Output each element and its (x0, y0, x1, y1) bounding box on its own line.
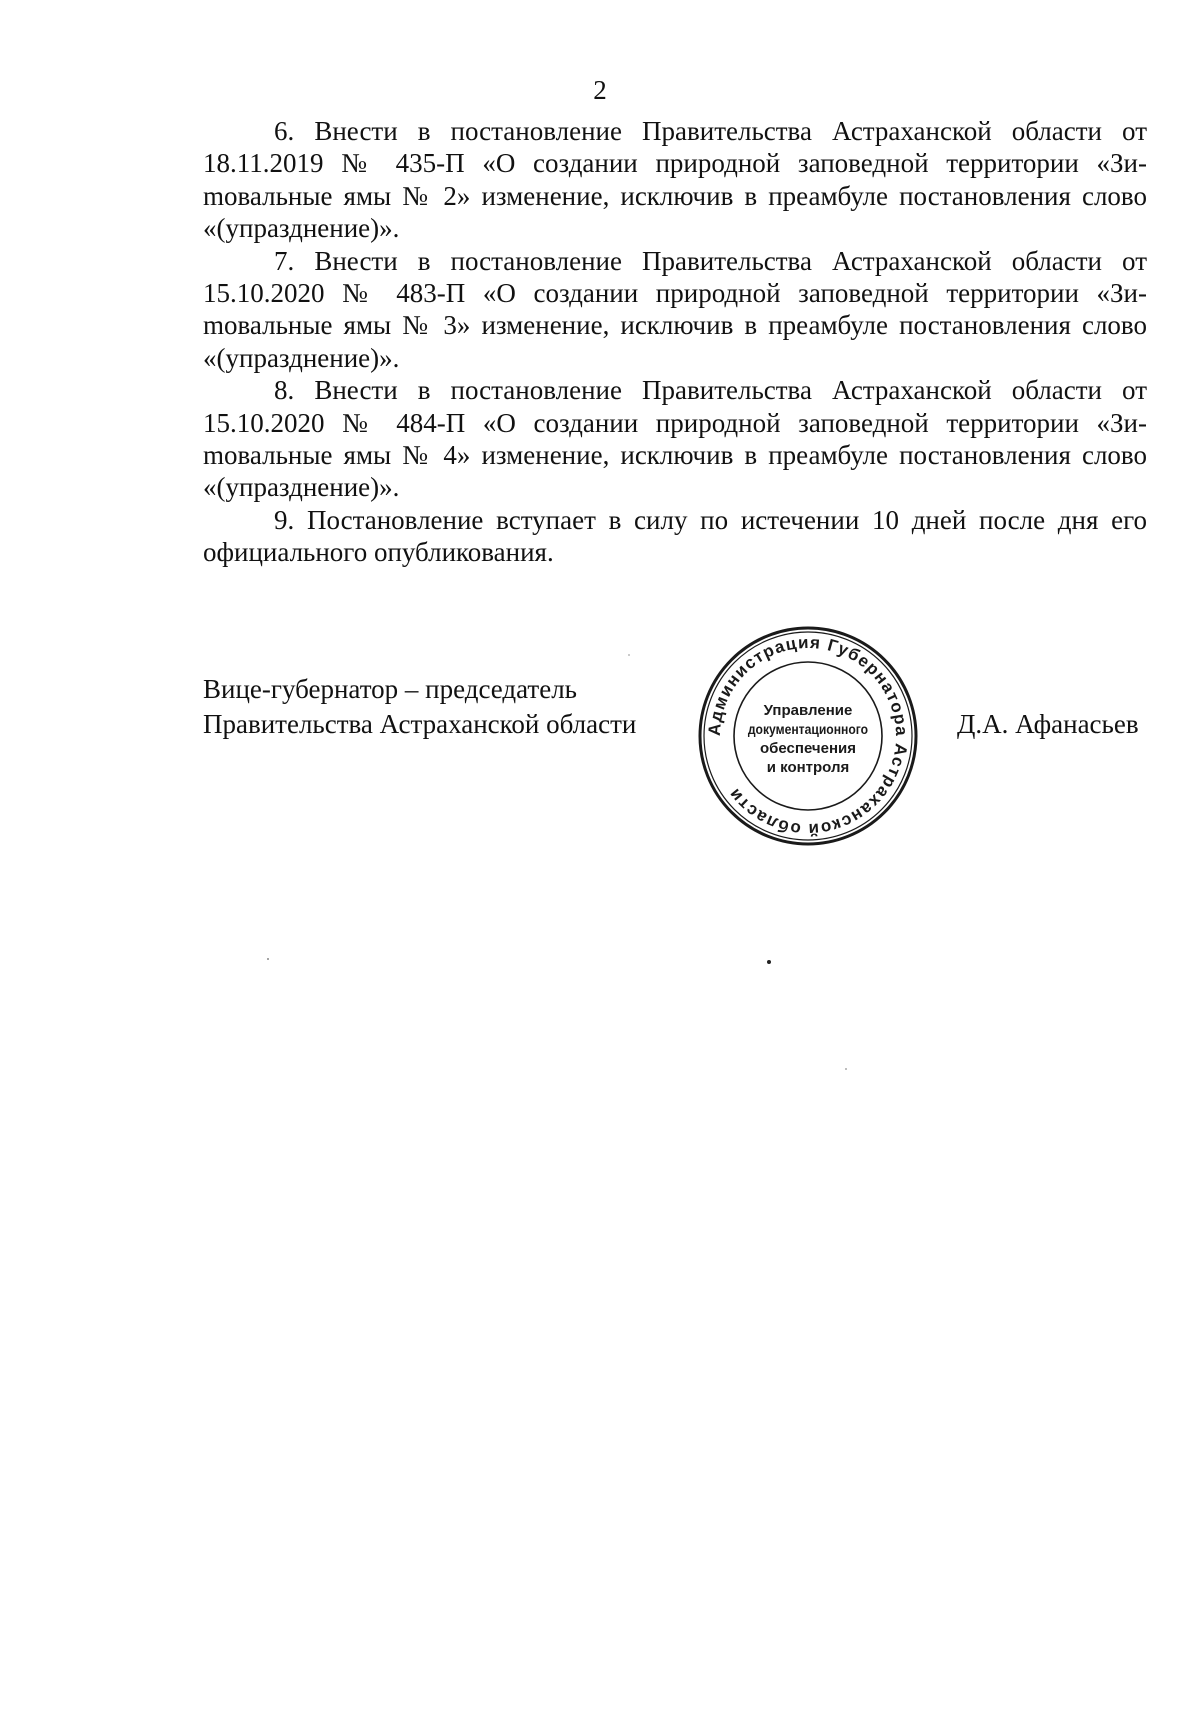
signatory-title (203, 672, 636, 742)
document-body (203, 115, 1147, 569)
stamp-inner-line-4: и контроля (766, 759, 850, 776)
stamp-inner-text (748, 702, 868, 776)
paragraph-number: 6. (274, 116, 295, 146)
signatory-title-line-2: Правительства Астраханской области (203, 709, 637, 739)
paragraph-number: 7. (274, 245, 295, 276)
scan-speck (628, 654, 630, 656)
signatory-title-line-1: Вице-губернатор – председатель (203, 674, 577, 704)
stamp-outer-text-path: Администрация Губернатора Астраханской области (704, 632, 912, 840)
scan-speck (267, 958, 269, 960)
page-number: 2 (593, 75, 607, 105)
paragraph-number: 9. (274, 504, 295, 535)
paragraph-text: Внести в постановление Правительства Астраханской области от 18.11.2019 № 435-П «О создании природной заповедной территории «Зиmовальные ямы № 2» изменение, исключив в преамбуле постановления слово «(упразднение)». (203, 116, 1147, 244)
paragraph-text: Внести в постановление Правительства Астраханской области от 15.10.2020 № 484-П «О создании природной заповедной территории «Зиmовальные ямы № 4» изменение, исключив в преамбуле постановления слово «(упразднение)». (203, 375, 1147, 503)
scan-speck (767, 960, 771, 964)
stamp-inner-line-3: обеспечения (759, 740, 857, 757)
stamp-inner-line-1: Управление (763, 702, 853, 719)
paragraph-text: Внести в постановление Правительства Астраханской области от 15.10.2020 № 483-П «О создании природной заповедной территории «Зиmовальные ямы № 3» изменение, исключив в преамбуле постановления слово «(упразднение)». (203, 245, 1147, 373)
paragraph-6 (203, 115, 1147, 245)
signatory-name: Д.А. Афанасьев (957, 709, 1139, 739)
paragraph-text: Постановление вступает в силу по истечении 10 дней после дня его официального опубликования. (203, 504, 1148, 568)
paragraph-8 (203, 374, 1147, 504)
paragraph-7 (203, 245, 1147, 375)
official-stamp (696, 624, 920, 848)
paragraph-9 (203, 504, 1147, 569)
paragraph-number: 8. (274, 375, 295, 406)
scan-speck (845, 1068, 847, 1070)
stamp-inner-line-2: документационного (747, 721, 869, 738)
